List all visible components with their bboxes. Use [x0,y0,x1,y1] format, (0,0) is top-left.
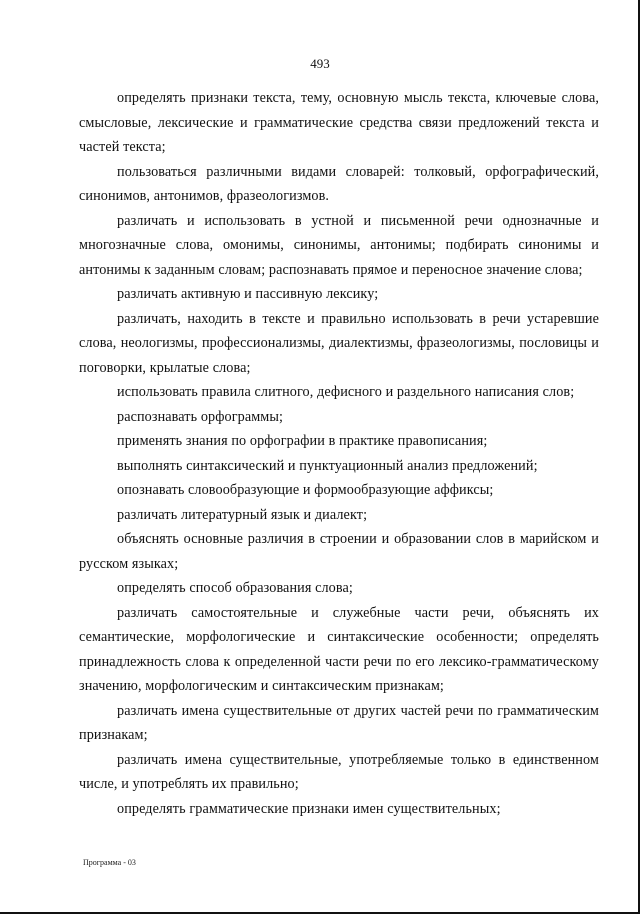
paragraph: использовать правила слитного, дефисного и раздельного написания слов; [117,384,575,400]
paragraph: различать литературный язык и диалект; [117,506,368,523]
paragraph: объяснять основные различия в строении и образовании слов в марийском и русском языках; [79,531,599,572]
paragraph: определять грамматические признаки имен существительных; [117,800,501,817]
paragraph: различать и использовать в устной и письменной речи однозначные и многозначные слова, омонимы, синонимы, антонимы; подбирать синонимы и антонимы к заданным словам; распознавать прямое и переносное значение слова; [79,212,599,278]
paragraph: различать имена существительные от других частей речи по грамматическим признакам; [79,702,599,743]
page-body [79,86,599,821]
paragraph: определять признаки текста, тему, основную мысль текста, ключевые слова, смысловые, лексические и грамматические средства связи предложений текста и частей текста; [79,90,599,155]
paragraph: выполнять синтаксический и пунктуационный анализ предложений; [117,457,538,474]
paragraph: различать имена существительные, употребляемые только в единственном числе, и употреблять их правильно; [79,751,599,792]
paragraph: опознавать словообразующие и формообразующие аффиксы; [117,482,494,498]
paragraph: применять знания по орфографии в практике правописания; [117,433,488,449]
paragraph: определять способ образования слова; [117,580,353,596]
footer-note: Программа - 03 [83,858,136,867]
paragraph: различать активную и пассивную лексику; [117,286,379,302]
paragraph: распознавать орфограммы; [117,408,284,425]
paragraph: различать, находить в тексте и правильно использовать в речи устаревшие слова, неологизмы, профессионализмы, диалектизмы, фразеологизмы, пословицы и поговорки, крылатые слова; [79,310,599,376]
page-number: 493 [310,56,330,71]
paragraph: пользоваться различными видами словарей: толковый, орфографический, синонимов, антонимов, фразеологизмов. [79,163,599,204]
paragraph: различать самостоятельные и служебные части речи, объяснять их семантические, морфологические и синтаксические особенности; определять принадлежность слова к определенной части речи по его лексико-грамматическому значению, морфологическим и синтаксическим признакам; [79,604,599,694]
